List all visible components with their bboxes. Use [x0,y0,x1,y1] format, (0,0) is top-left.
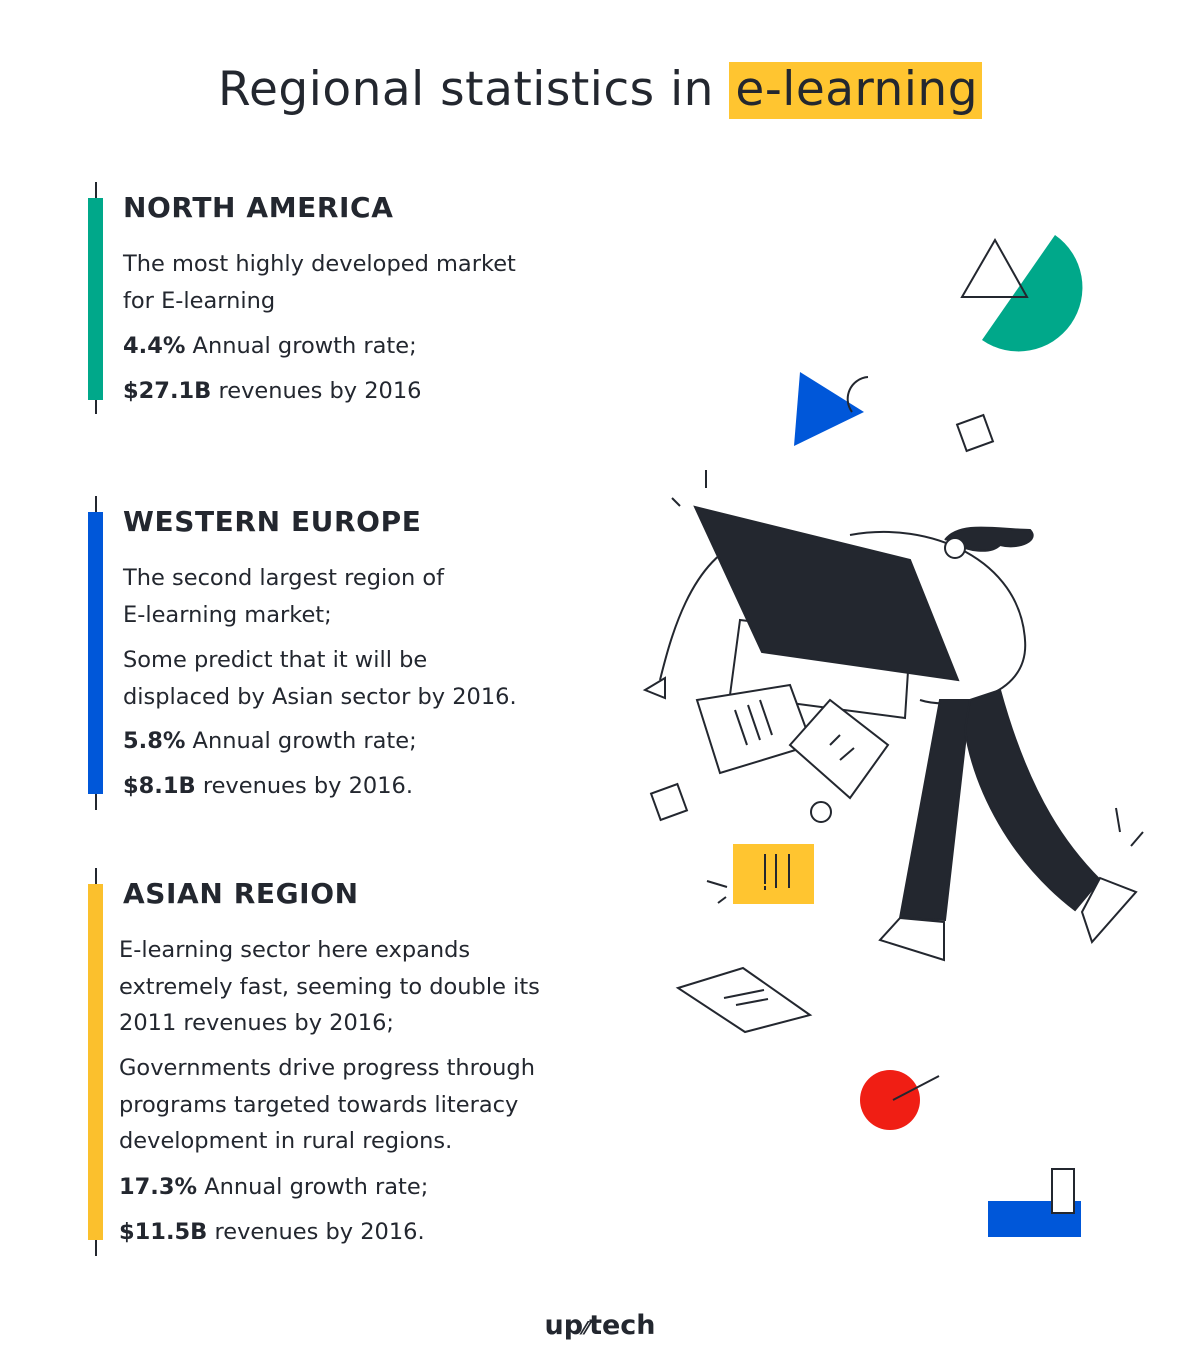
title-highlight: e-learning [729,62,982,119]
yellow-note-shape [733,844,814,904]
growth-rate: 4.4% Annual growth rate; [123,333,417,359]
revenue: $11.5B revenues by 2016. [119,1219,425,1245]
region-description: E-learning sector here expands extremely fast, seeming to double its 2011 revenues by 2016; [119,937,540,1036]
region-description: The most highly developed market for E-learning [123,251,516,314]
title-text: Regional statistics in [217,62,730,117]
logo-mark-icon: ⁄⁄ [583,1318,590,1339]
region-heading: NORTH AMERICA [123,191,394,224]
green-semicircle-shape [982,235,1082,351]
square-outline-shape [651,784,687,820]
square-outline-shape [957,415,993,451]
region-description: Some predict that it will be displaced by Asian sector by 2016. [123,647,517,710]
region-description: Governments drive progress through programs targeted towards literacy development in rural regions. [119,1055,535,1154]
rect-outline-shape [1052,1169,1074,1213]
growth-rate: 17.3% Annual growth rate; [119,1174,429,1200]
region-heading: WESTERN EUROPE [123,505,422,538]
growth-rate: 5.8% Annual growth rate; [123,728,417,754]
triangle-outline-shape [962,240,1027,297]
laptop-shape [695,507,958,680]
region-heading: ASIAN REGION [123,877,359,910]
revenue: $27.1B revenues by 2016 [123,378,422,404]
region-description: The second largest region of E-learning market; [123,565,445,628]
uptech-logo: up⁄⁄tech [544,1310,656,1341]
circle-outline-shape [811,802,831,822]
revenue: $8.1B revenues by 2016. [123,773,413,799]
red-circle-shape [860,1070,920,1130]
paper-shape [678,968,810,1032]
